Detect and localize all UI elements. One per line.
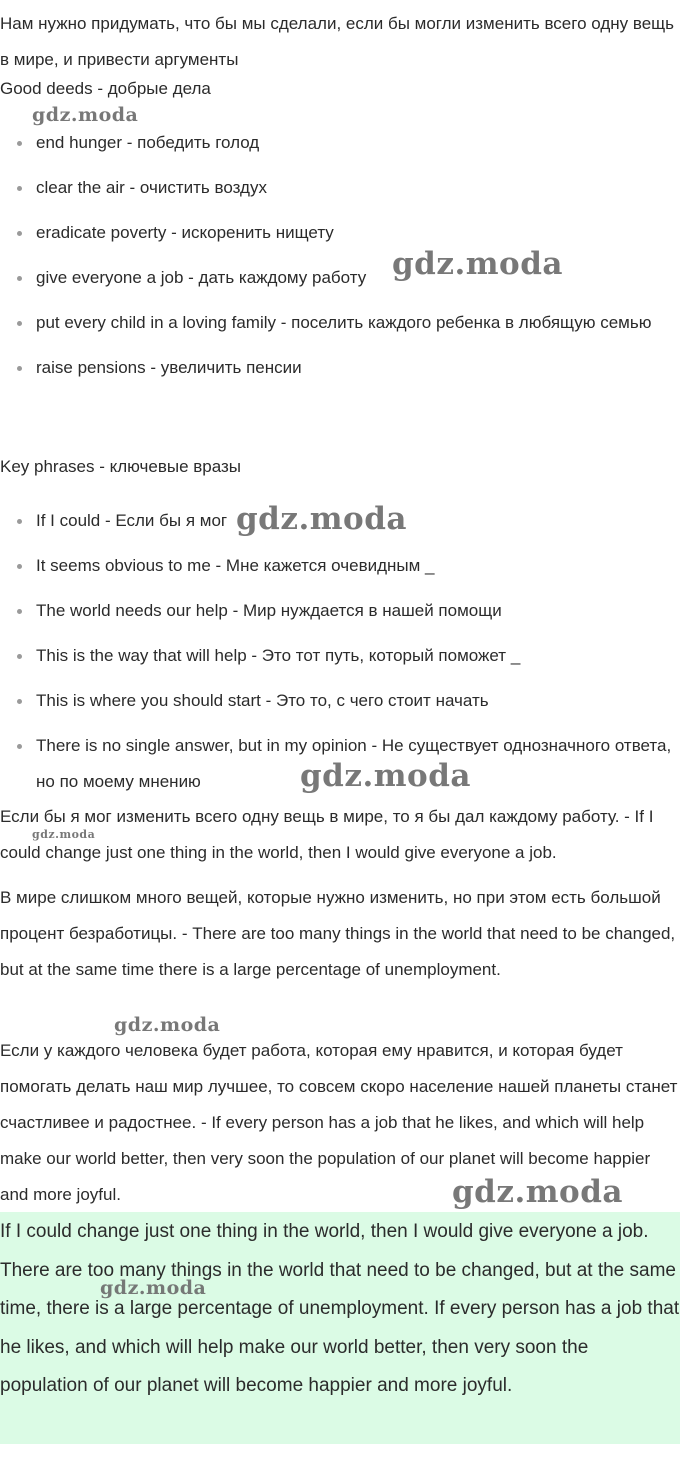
watermark-logo: gdz.moda bbox=[236, 501, 407, 537]
list-item bbox=[0, 638, 680, 674]
good-deeds-heading: Good deeds - добрые дела bbox=[0, 79, 211, 98]
list-item-text: give everyone a job - дать каждому работу bbox=[36, 268, 367, 287]
key-phrases-heading: Key phrases - ключевые вразы bbox=[0, 457, 242, 476]
summary-text: If I could change just one thing in the world, then I would give everyone a job. There are too many things in the world that need to be changed, but at the same time, there is a large percentage of unemployment. If every person has a job that he likes, and which will help make our world better, then very soon the population of our planet will become happier and more joyful. bbox=[0, 1221, 680, 1397]
list-item-text: The world needs our help - Мир нуждается в нашей помощи bbox=[36, 601, 502, 620]
summary-block bbox=[0, 1212, 680, 1444]
bullet-icon bbox=[17, 609, 22, 614]
list-item bbox=[0, 305, 680, 341]
list-item-text: It seems obvious to me - Мне кажется очевидным _ bbox=[36, 556, 435, 575]
list-item-text: This is where you should start - Это то, с чего стоит начать bbox=[36, 691, 489, 710]
paragraph-1: Если бы я мог изменить всего одну вещь в мире, то я бы дал каждому работу. - If I could change just one thing in the world, then I would give everyone a job. bbox=[0, 807, 654, 862]
watermark-logo: gdz.moda bbox=[100, 1277, 207, 1299]
bullet-icon bbox=[17, 744, 22, 749]
watermark-logo: gdz.moda bbox=[300, 758, 471, 794]
intro-text: Нам нужно придумать, что бы мы сделали, если бы могли изменить всего одну вещь в мире, и привести аргументы bbox=[0, 14, 674, 69]
bullet-icon bbox=[17, 519, 22, 524]
bullet-icon bbox=[17, 699, 22, 704]
list-item-text: This is the way that will help - Это тот путь, который поможет _ bbox=[36, 646, 521, 665]
watermark-logo: gdz.moda bbox=[114, 1014, 221, 1036]
list-item bbox=[0, 548, 680, 584]
bullet-icon bbox=[17, 564, 22, 569]
bullet-icon bbox=[17, 654, 22, 659]
list-item bbox=[0, 683, 680, 719]
bullet-icon bbox=[17, 141, 22, 146]
watermark-logo: gdz.moda bbox=[452, 1174, 623, 1210]
list-item-text: raise pensions - увеличить пенсии bbox=[36, 358, 302, 377]
bullet-icon bbox=[17, 231, 22, 236]
bullet-icon bbox=[17, 366, 22, 371]
list-item bbox=[0, 350, 680, 386]
list-item-text: put every child in a loving family - поселить каждого ребенка в любящую семью bbox=[36, 313, 652, 332]
paragraph-2: В мире слишком много вещей, которые нужно изменить, но при этом есть большой процент безработицы. - There are too many things in the world that need to be changed, but at the same time there is a large percentage of unemployment. bbox=[0, 888, 676, 979]
good-deeds-list bbox=[0, 125, 680, 395]
bullet-icon bbox=[17, 276, 22, 281]
paragraph-3: Если у каждого человека будет работа, которая ему нравится, и которая будет помогать делать наш мир лучшее, то совсем скоро население нашей планеты станет счастливее и радостнее. - If every person has a job that he likes, and which will help make our world better, then very soon the population of our planet will become happier and more joyful. bbox=[0, 1041, 678, 1204]
list-item-text: There is no single answer, but in my opinion - Не существует однозначного ответа, но по моему мнению bbox=[36, 736, 672, 791]
list-item bbox=[0, 170, 680, 206]
watermark-logo: gdz.moda bbox=[32, 828, 96, 841]
list-item-text: end hunger - победить голод bbox=[36, 133, 260, 152]
bullet-icon bbox=[17, 321, 22, 326]
list-item-text: If I could - Если бы я мог bbox=[36, 511, 228, 530]
watermark-logo: gdz.moda bbox=[32, 104, 139, 126]
bullet-icon bbox=[17, 186, 22, 191]
list-item bbox=[0, 125, 680, 161]
list-item-text: clear the air - очистить воздух bbox=[36, 178, 267, 197]
list-item bbox=[0, 215, 680, 251]
list-item-text: eradicate poverty - искоренить нищету bbox=[36, 223, 334, 242]
list-item bbox=[0, 260, 680, 296]
list-item bbox=[0, 593, 680, 629]
watermark-logo: gdz.moda bbox=[392, 246, 563, 282]
